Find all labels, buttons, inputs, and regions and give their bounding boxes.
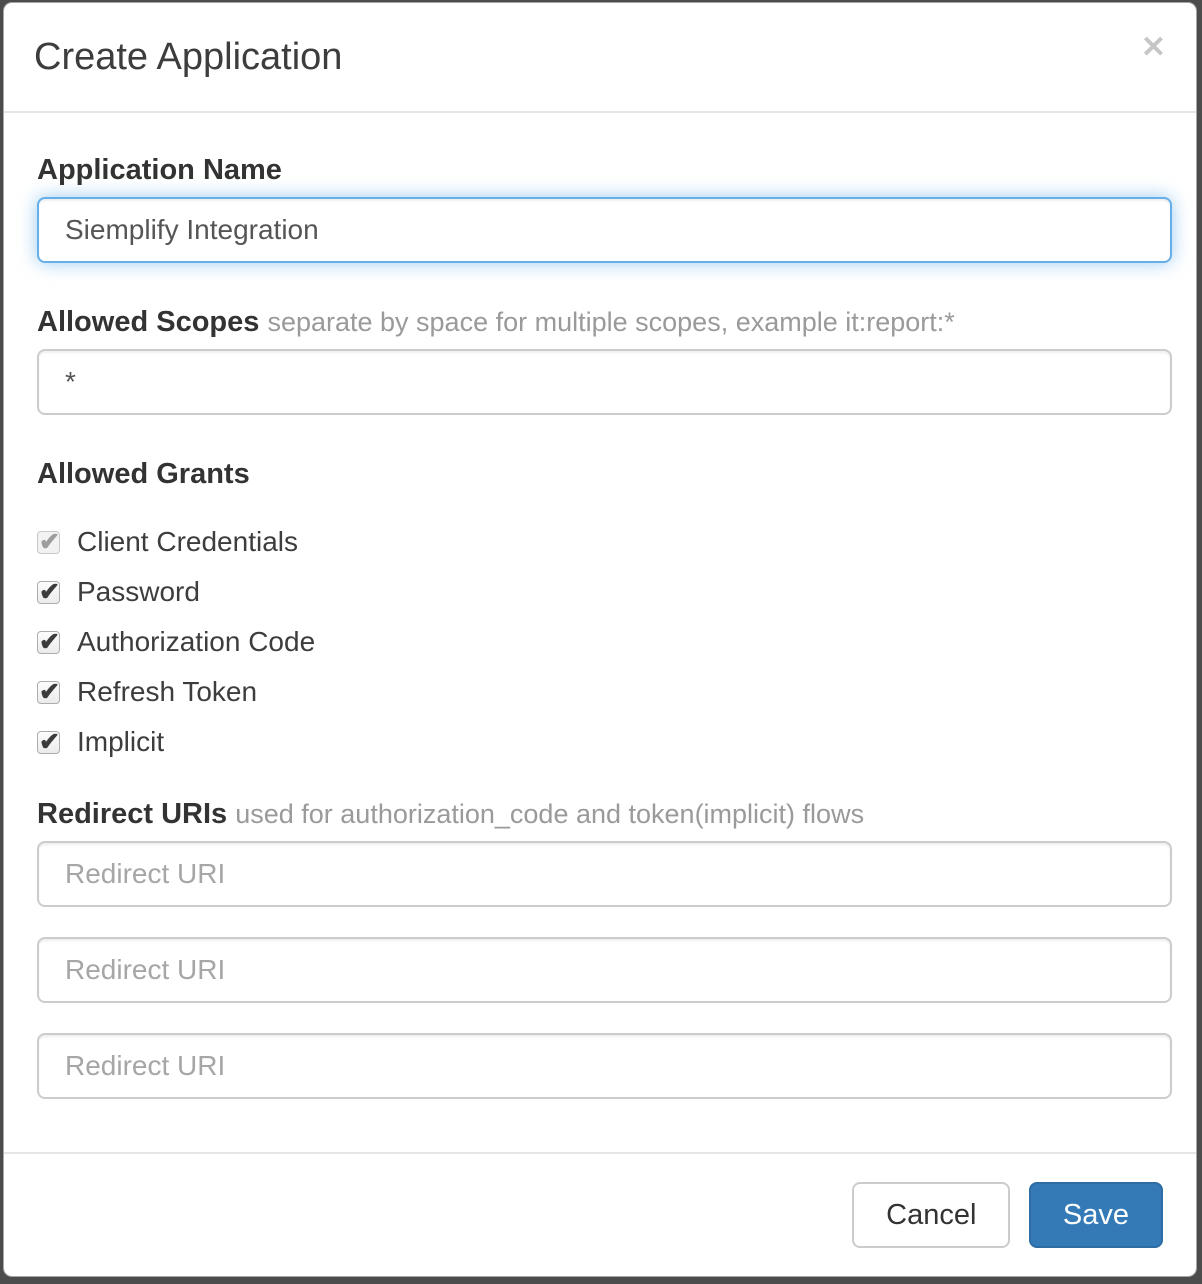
application-name-group [37,153,1163,263]
grant-row-password [37,567,1163,617]
save-button[interactable]: Save [1029,1182,1163,1248]
application-name-input[interactable] [37,197,1172,263]
allowed-scopes-label [37,305,1163,339]
redirect-uris-group [37,797,1163,1099]
application-name-label-text: Application Name [37,154,282,186]
redirect-uri-input-2[interactable] [37,937,1172,1003]
modal-header [4,3,1196,113]
grant-row-implicit [37,717,1163,767]
redirect-uri-input-1[interactable] [37,841,1172,907]
allowed-grants-group [37,457,1163,767]
close-icon[interactable]: ✕ [1140,31,1166,64]
client-credentials-label: Client Credentials [77,526,298,557]
redirect-uris-hint: used for authorization_code and token(implicit) flows [235,799,865,829]
implicit-label: Implicit [77,726,165,757]
authorization-code-label: Authorization Code [77,626,316,657]
refresh-token-label: Refresh Token [77,676,258,707]
allowed-scopes-hint: separate by space for multiple scopes, example it:report:* [267,307,955,337]
allowed-scopes-input[interactable] [37,349,1172,415]
allowed-scopes-label-text: Allowed Scopes [37,306,260,338]
grant-row-client-credentials [37,517,1163,567]
redirect-uris-label [37,797,1163,831]
cancel-button[interactable]: Cancel [852,1182,1010,1248]
redirect-uri-input-3[interactable] [37,1033,1172,1099]
redirect-uris-label-text: Redirect URIs [37,798,228,830]
authorization-code-checkbox[interactable] [37,631,60,654]
grant-row-authorization-code [37,617,1163,667]
allowed-scopes-group [37,305,1163,415]
password-checkbox[interactable] [37,581,60,604]
modal-body [4,113,1196,1152]
implicit-checkbox[interactable] [37,731,60,754]
password-label: Password [77,576,200,607]
modal-title: Create Application [34,36,343,78]
client-credentials-checkbox [37,531,60,554]
refresh-token-checkbox[interactable] [37,681,60,704]
create-application-modal [3,2,1197,1277]
allowed-grants-label [37,457,1163,491]
application-name-label [37,153,1163,187]
modal-footer [4,1152,1196,1276]
grant-row-refresh-token [37,667,1163,717]
allowed-grants-label-text: Allowed Grants [37,458,250,490]
